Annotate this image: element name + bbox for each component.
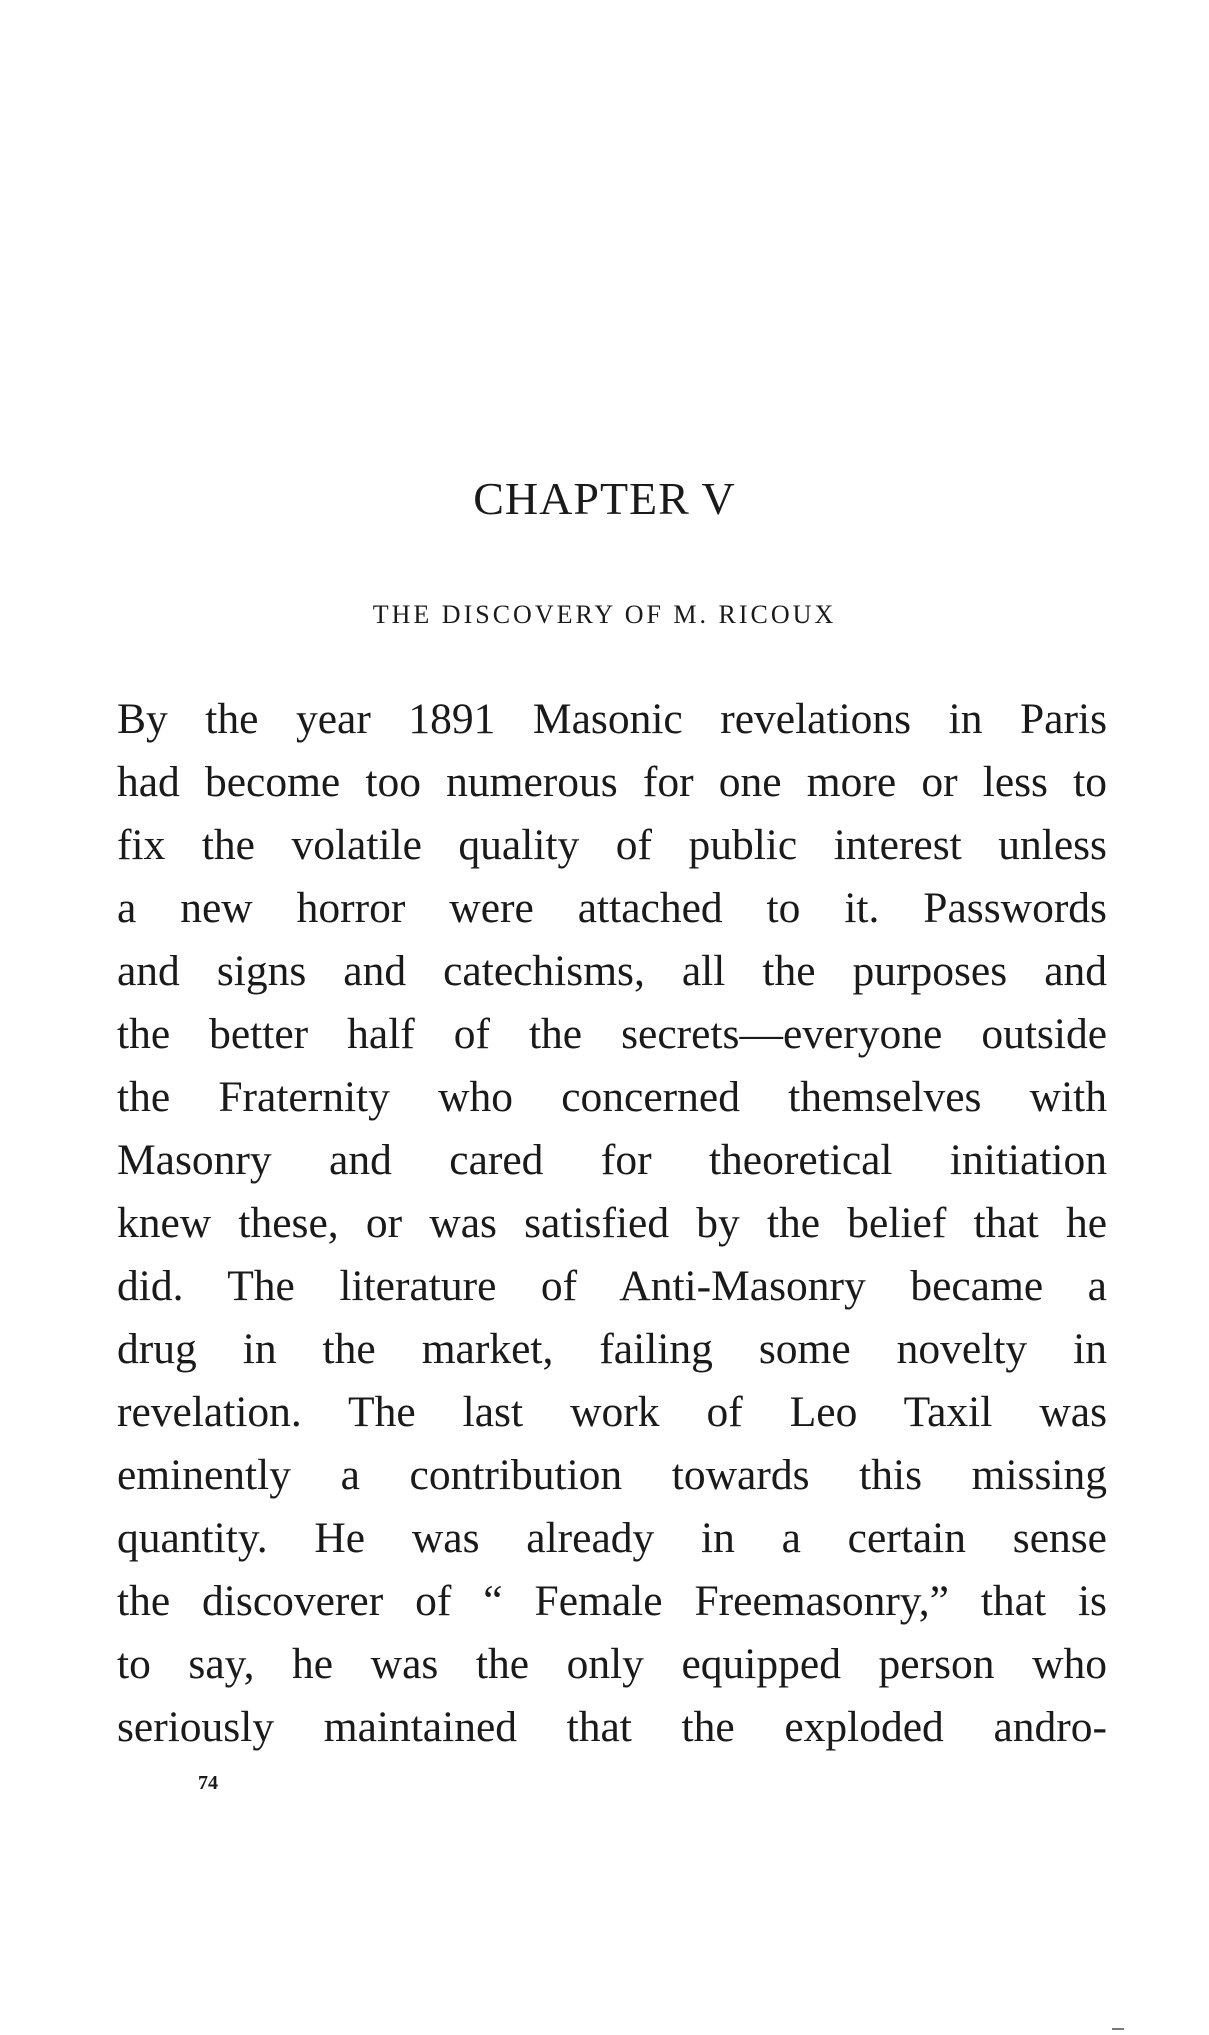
text-line: and signs and catechisms, all the purposes and: [117, 947, 1107, 995]
text-line: fix the volatile quality of public interest unless: [117, 821, 1107, 869]
chapter-heading: CHAPTER V: [473, 473, 736, 524]
text-line: the Fraternity who concerned themselves with: [117, 1073, 1107, 1121]
text-line: did. The literature of Anti-Masonry became a: [117, 1262, 1107, 1310]
page-number: 74: [198, 1772, 218, 1794]
text-line: drug in the market, failing some novelty in: [117, 1325, 1107, 1373]
text-line: quantity. He was already in a certain sense: [117, 1514, 1107, 1562]
text-line: seriously maintained that the exploded andro-: [117, 1703, 1107, 1751]
text-line: the discoverer of “ Female Freemasonry,” that is: [117, 1577, 1107, 1625]
text-line: a new horror were attached to it. Passwords: [117, 884, 1107, 932]
body-text: [117, 688, 1107, 1759]
text-line: to say, he was the only equipped person who: [117, 1640, 1107, 1688]
chapter-title: THE DISCOVERY OF M. RICOUX: [372, 600, 837, 629]
text-line: knew these, or was satisfied by the belief that he: [117, 1199, 1107, 1247]
text-line: had become too numerous for one more or less to: [117, 758, 1107, 806]
text-line: the better half of the secrets—everyone outside: [117, 1010, 1107, 1058]
text-line: eminently a contribution towards this missing: [117, 1451, 1107, 1499]
scan-edge-mark: [1112, 2028, 1124, 2030]
text-line: By the year 1891 Masonic revelations in Paris: [117, 695, 1107, 743]
text-line: revelation. The last work of Leo Taxil was: [117, 1388, 1107, 1436]
text-line: Masonry and cared for theoretical initiation: [117, 1136, 1107, 1184]
